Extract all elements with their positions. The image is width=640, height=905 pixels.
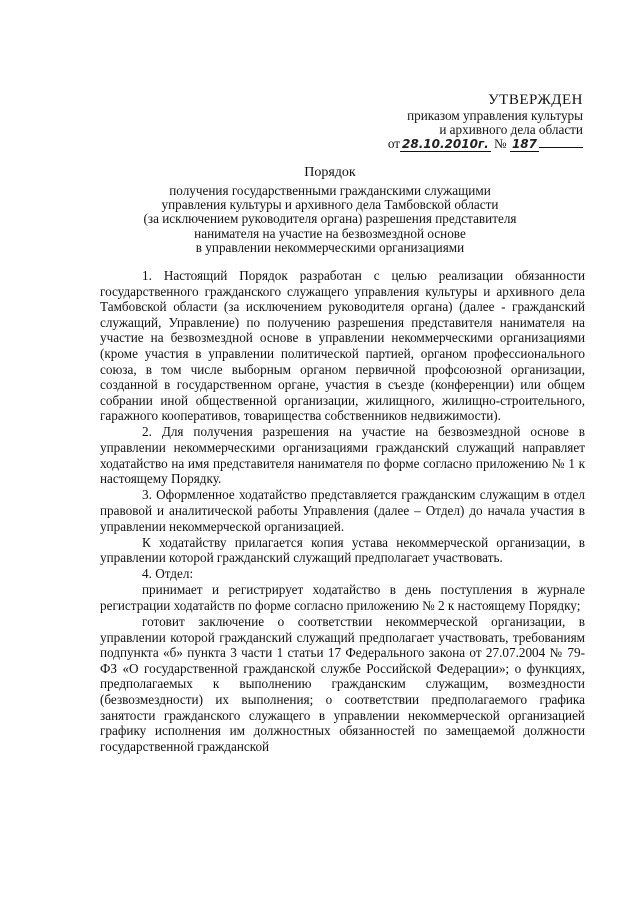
number-prefix: № bbox=[494, 136, 507, 151]
paragraph-4: 4. Отдел: bbox=[142, 566, 194, 582]
heading-line-3: (за исключением руководителя органа) разрешения представителя bbox=[143, 211, 517, 227]
date-prefix: от bbox=[387, 136, 400, 151]
paragraph-3: 3. Оформленное ходатайство представляется гражданским служащим в отдел правовой и аналитической работы Управления (далее – Отдел) до начала участия в управлении некоммерческой организацией. bbox=[100, 487, 585, 534]
handwritten-date: 28.10.2010г. bbox=[402, 137, 489, 151]
approval-line-1: приказом управления культуры bbox=[407, 108, 583, 123]
handwritten-number: 187 bbox=[511, 137, 537, 151]
paragraph-3-attachment: К ходатайству прилагается копия устава некоммерческой организации, в управлении которой гражданский служащий предполагает участвовать. bbox=[100, 534, 585, 566]
paragraph-4-conclusion: готовит заключение о соответствии некоммерческой организации, в управлении которой гражданский служащий предполагает участвовать, требованиям подпункта «б» пункта 3 части 1 статьи 17 Федерального закона от 27.07.2004 № 79-ФЗ «О государственной гражданской службе Российской Федерации»; о функциях, предполагаемых к выполнению гражданским служащим, возмездности (безвозмездности) их выполнения; о соответствии предполагаемого графика занятости гражданского служащего в управлении некоммерческой организацией графику исполнения им должностных обязанностей по замещаемой должности государственной гражданской bbox=[100, 614, 585, 754]
approval-block bbox=[343, 92, 583, 151]
document-body bbox=[100, 268, 585, 755]
approval-date-line bbox=[343, 137, 583, 151]
heading-line-1: получения государственными гражданскими служащими bbox=[169, 183, 491, 198]
heading-title: Порядок bbox=[304, 165, 356, 180]
approval-title: УТВЕРЖДЕН bbox=[488, 92, 583, 108]
heading-line-4: нанимателя на участие на безвозмездной основе bbox=[194, 225, 466, 241]
paragraph-2: 2. Для получения разрешения на участие на безвозмездной основе в управлении некоммерческими организациями гражданский служащий направляет ходатайство на имя представителя нанимателя по форме согласно приложению № 1 к настоящему Порядку. bbox=[100, 424, 585, 487]
document-heading bbox=[95, 165, 565, 255]
heading-line-5: в управлении некоммерческими организациями bbox=[195, 239, 465, 255]
heading-line-2: управления культуры и архивного дела Тамбовской области bbox=[161, 197, 499, 213]
paragraph-4-register: принимает и регистрирует ходатайство в день поступления в журнале регистрации ходатайств по форме согласно приложению № 2 к настоящему Порядку; bbox=[100, 582, 585, 613]
paragraph-1: 1. Настоящий Порядок разработан с целью реализации обязанности государственного гражданского служащего управления культуры и архивного дела Тамбовской области (за исключением руководителя органа) (далее - гражданский служащий, Управление) по получению разрешения представителя нанимателя на участие на безвозмездной основе в управлении некоммерческими организациями (кроме участия в управлении политической партией, органом профессионального союза, в том числе выборным органом первичной профсоюзной организации, созданной в государственном органе, участия в съезде (конференции) или общем собрании иной общественной организации, жилищного, жилищно-строительного, гаражного кооперативов, товарищества собственников недвижимости). bbox=[100, 268, 585, 424]
approval-line-2: и архивного дела области bbox=[439, 122, 583, 137]
number-underline bbox=[539, 147, 583, 148]
